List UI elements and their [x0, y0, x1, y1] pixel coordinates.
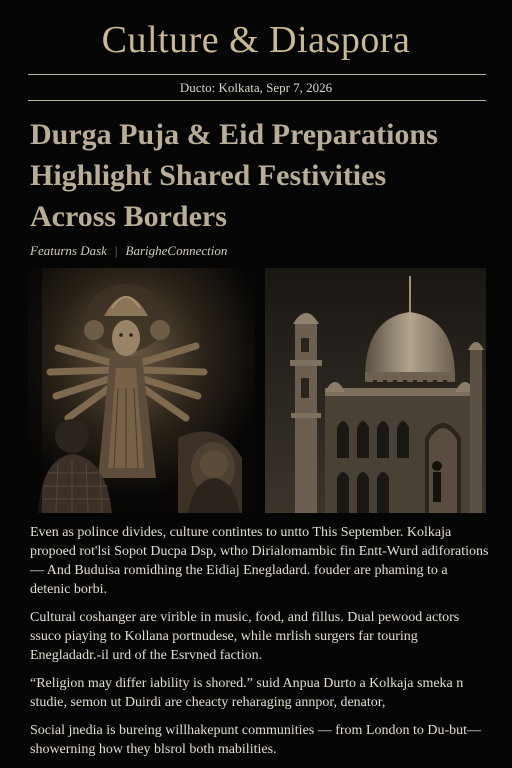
article-paragraph: Social jnedia is bureing willhakepunt communities — from London to Du-but— showerning how they blsrol both mabilities. — [30, 723, 482, 757]
article-paragraph: “Religion may differ iability is shored.” suid Anpua Durto a Kolkaja smeka n studie, semon ut Duirdi are cheacty reharaging annpor, denator, — [30, 676, 464, 710]
durga-idol-illustration — [28, 268, 255, 513]
headline-line: Across Borders — [30, 200, 227, 233]
masthead-top-rule — [28, 74, 486, 75]
dateline: Ducto: Kolkata, Sepr 7, 2026 — [179, 80, 333, 95]
masthead-title: Culture & Diaspora — [101, 19, 411, 61]
byline-desk: Featurns Dask — [30, 243, 107, 258]
masthead-bottom-rule — [28, 100, 486, 101]
headline-line: Highlight Shared Festivities — [30, 159, 387, 192]
byline-section: BarigheConnection — [125, 243, 228, 258]
mosque-photo — [265, 268, 486, 513]
mosque-illustration — [265, 268, 486, 513]
byline-separator: | — [114, 243, 118, 258]
byline — [30, 242, 227, 260]
article-headline — [30, 114, 500, 237]
article-paragraph: Even as polince divides, culture contintes to untto This September. Kolkaja propoed rot'lsi Sopot Ducpa Dsp, wtho Dirialomambic fin Entt-Wurd adiforations — And Buduisa romidhing the Eidiaj Enegladard. fouder are phaming to a detenic borbi. — [30, 525, 489, 597]
headline-line: Durga Puja & Eid Preparations — [30, 118, 438, 151]
durga-idol-photo — [28, 268, 255, 513]
article-body — [30, 523, 490, 759]
article-paragraph: Cultural coshanger are virible in music, food, and fillus. Dual pewood actors ssuco piaying to Kollana portnudese, while mrlish surgers far touring Enegladadr.-il urd of the Esrvned faction. — [30, 610, 460, 663]
